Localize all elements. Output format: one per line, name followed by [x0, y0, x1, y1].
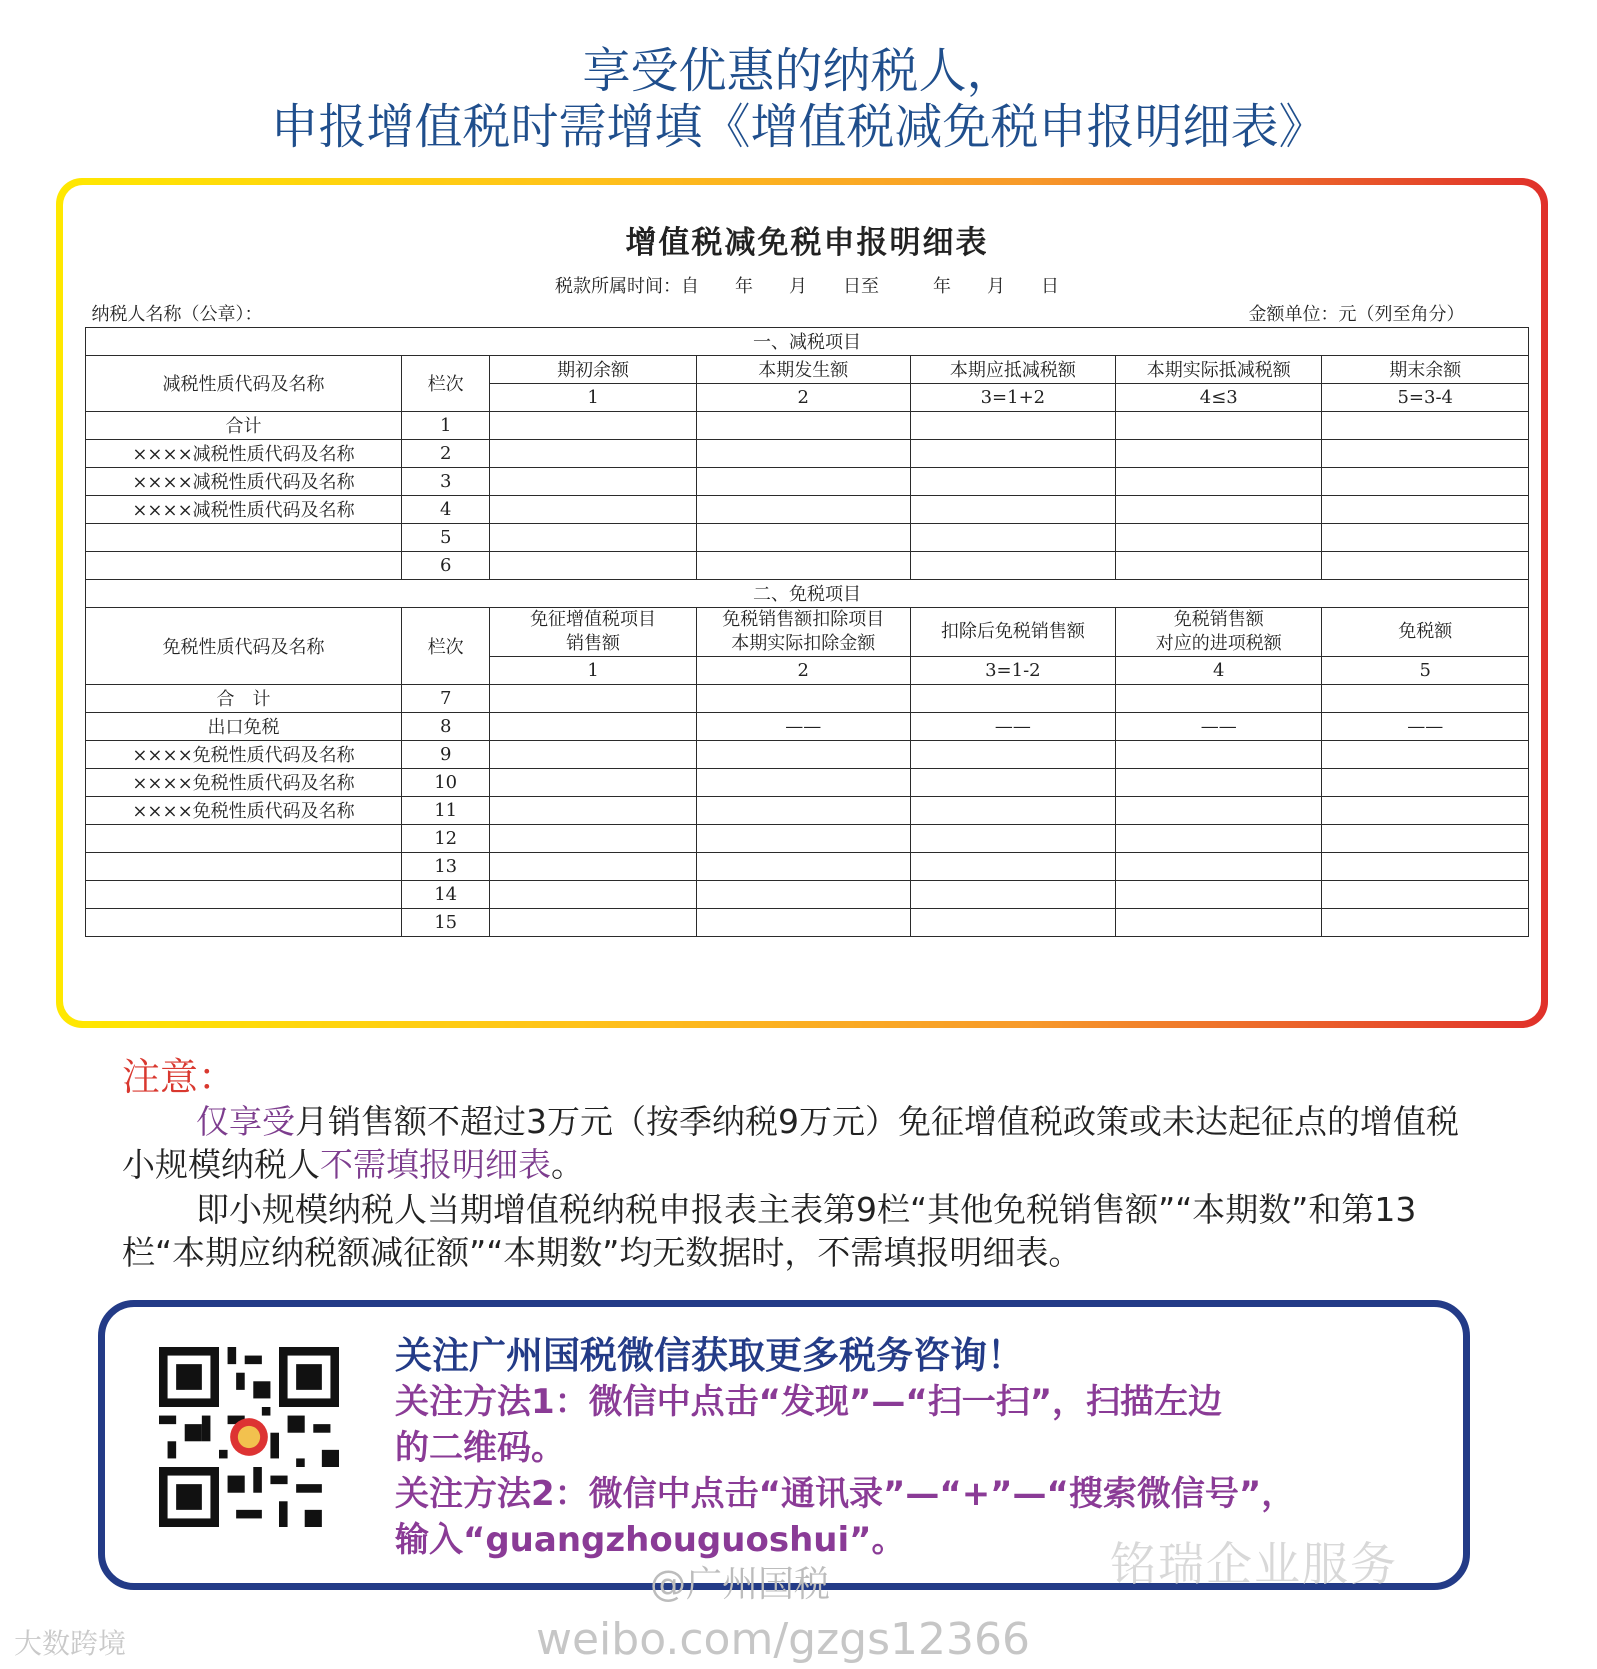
section1-value-cell[interactable]	[1322, 439, 1529, 467]
section1-value-cell[interactable]	[490, 411, 696, 439]
section2-value-cell[interactable]	[1116, 768, 1322, 796]
section2-value-cell[interactable]	[910, 880, 1115, 908]
section1-formula: 1	[490, 383, 696, 411]
watermark-mingrui: 铭瑞企业服务	[1110, 1537, 1398, 1591]
section1-col-line: 栏次	[402, 355, 490, 411]
section1-formula: 2	[696, 383, 910, 411]
section1-value-cell[interactable]	[1116, 439, 1322, 467]
section1-value-cell[interactable]	[910, 467, 1115, 495]
section2-value-cell[interactable]	[910, 824, 1115, 852]
section1-row	[86, 467, 1529, 495]
section1-row-name: ××××减税性质代码及名称	[86, 439, 402, 467]
section2-value-cell[interactable]	[1116, 908, 1322, 936]
section1-value-cell[interactable]	[1116, 411, 1322, 439]
section2-value-cell[interactable]	[1322, 740, 1529, 768]
section1-value-cell[interactable]	[1322, 523, 1529, 551]
watermark-bigdata: 大数跨境	[14, 1627, 127, 1660]
section1-row-line: 5	[402, 523, 490, 551]
section2-row-line: 7	[402, 684, 490, 712]
section2-row	[86, 740, 1529, 768]
section1-row-name: ××××减税性质代码及名称	[86, 467, 402, 495]
section2-value-cell[interactable]	[1322, 880, 1529, 908]
section2-row-name	[86, 852, 402, 880]
section1-value-cell[interactable]	[1322, 467, 1529, 495]
highlight-only-enjoy: 仅享受	[196, 1102, 295, 1141]
section2-formula: 4	[1116, 656, 1322, 684]
section2-value-cell[interactable]: ——	[696, 712, 910, 740]
section2-row	[86, 880, 1529, 908]
section1-col-name: 减税性质代码及名称	[86, 355, 402, 411]
form-frame	[56, 178, 1548, 1028]
section2-value-cell[interactable]	[696, 796, 910, 824]
section2-row-line: 10	[402, 768, 490, 796]
card-line-5: 输入“guangzhouguoshui”。	[395, 1520, 906, 1560]
section2-header: 扣除后免税销售额	[910, 607, 1115, 656]
section1-value-cell[interactable]	[910, 495, 1115, 523]
section1-header: 期初余额	[490, 355, 696, 383]
section1-row-name	[86, 551, 402, 579]
section2-value-cell[interactable]	[696, 824, 910, 852]
section1-value-cell[interactable]	[696, 551, 910, 579]
section2-value-cell[interactable]	[1322, 824, 1529, 852]
section1-header: 期末余额	[1322, 355, 1529, 383]
section2-value-cell[interactable]	[1116, 880, 1322, 908]
section2-row-line: 8	[402, 712, 490, 740]
card-line-1: 关注广州国税微信获取更多税务咨询！	[395, 1334, 1024, 1377]
form-table	[85, 207, 1529, 937]
section2-row	[86, 824, 1529, 852]
section2-row	[86, 796, 1529, 824]
section2-value-cell[interactable]	[696, 908, 910, 936]
section2-row-name	[86, 824, 402, 852]
section1-value-cell[interactable]	[490, 467, 696, 495]
section2-value-cell[interactable]: ——	[1322, 712, 1529, 740]
section2-title: 二、免税项目	[86, 579, 1529, 607]
section1-value-cell[interactable]	[1116, 467, 1322, 495]
section1-row	[86, 495, 1529, 523]
section2-col-name: 免税性质代码及名称	[86, 607, 402, 684]
section1-row-line: 4	[402, 495, 490, 523]
headline-line-2: 申报增值税时需增填《增值税减免税申报明细表》	[270, 99, 1327, 155]
section1-row	[86, 523, 1529, 551]
section1-row-name: 合计	[86, 411, 402, 439]
section1-title: 一、减税项目	[86, 327, 1529, 355]
section1-row-line: 6	[402, 551, 490, 579]
section1-value-cell[interactable]	[1322, 411, 1529, 439]
section2-formula: 1	[490, 656, 696, 684]
section2-value-cell[interactable]	[696, 768, 910, 796]
section1-row-name	[86, 523, 402, 551]
section1-value-cell[interactable]	[490, 523, 696, 551]
section2-row-name	[86, 908, 402, 936]
section2-value-cell[interactable]	[910, 852, 1115, 880]
section1-value-cell[interactable]	[910, 523, 1115, 551]
section2-value-cell[interactable]	[696, 880, 910, 908]
tax-period: 税款所属时间：自 年 月 日至 年 月 日	[555, 276, 1059, 297]
section2-value-cell[interactable]: ——	[1116, 712, 1322, 740]
section2-value-cell[interactable]	[696, 684, 910, 712]
section2-value-cell[interactable]	[1116, 852, 1322, 880]
notice-p2-body: 即小规模纳税人当期增值税纳税申报表主表第9栏“其他免税销售额”“本期数”和第13栏“本期应纳税额减征额”“本期数”均无数据时，不需填报明细表。	[122, 1190, 1417, 1272]
section2-value-cell[interactable]	[490, 824, 696, 852]
section2-value-cell[interactable]: ——	[910, 712, 1115, 740]
watermark-weibo: weibo.com/gzgs12366	[536, 1614, 1030, 1665]
section1-value-cell[interactable]	[910, 411, 1115, 439]
section2-value-cell[interactable]	[1116, 796, 1322, 824]
section2-value-cell[interactable]	[910, 796, 1115, 824]
section2-value-cell[interactable]	[490, 796, 696, 824]
section2-row-name: 出口免税	[86, 712, 402, 740]
section1-value-cell[interactable]	[696, 439, 910, 467]
headline-line-1: 享受优惠的纳税人，	[582, 43, 1015, 99]
qr-code-icon[interactable]	[159, 1347, 339, 1527]
section2-value-cell[interactable]	[1322, 908, 1529, 936]
section2-value-cell[interactable]	[1322, 796, 1529, 824]
section2-row-name: ××××免税性质代码及名称	[86, 796, 402, 824]
section2-row-line: 9	[402, 740, 490, 768]
section2-row-name: ××××免税性质代码及名称	[86, 768, 402, 796]
section1-value-cell[interactable]	[696, 467, 910, 495]
section2-col-line: 栏次	[402, 607, 490, 684]
watermark-gzgs: @广州国税	[650, 1564, 831, 1605]
section2-value-cell[interactable]	[490, 908, 696, 936]
section2-value-cell[interactable]	[1322, 768, 1529, 796]
section2-header: 免税销售额扣除项目 本期实际扣除金额	[696, 607, 910, 656]
section1-row-line: 2	[402, 439, 490, 467]
section2-value-cell[interactable]	[910, 768, 1115, 796]
section2-row-name: 合 计	[86, 684, 402, 712]
section2-row-name: ××××免税性质代码及名称	[86, 740, 402, 768]
section2-row-line: 13	[402, 852, 490, 880]
section2-value-cell[interactable]	[696, 740, 910, 768]
section1-header: 本期发生额	[696, 355, 910, 383]
section1-value-cell[interactable]	[696, 495, 910, 523]
section1-row-name: ××××减税性质代码及名称	[86, 495, 402, 523]
section1-row-line: 3	[402, 467, 490, 495]
section2-row-line: 12	[402, 824, 490, 852]
section1-value-cell[interactable]	[696, 411, 910, 439]
section2-value-cell[interactable]	[490, 712, 696, 740]
section2-formula: 3=1-2	[910, 656, 1115, 684]
section2-value-cell[interactable]	[1116, 824, 1322, 852]
form-title: 增值税减免税申报明细表	[625, 224, 989, 261]
section2-value-cell[interactable]	[490, 852, 696, 880]
section1-row	[86, 411, 1529, 439]
section1-row-line: 1	[402, 411, 490, 439]
section1-value-cell[interactable]	[1322, 551, 1529, 579]
section2-formula: 2	[696, 656, 910, 684]
section2-row	[86, 852, 1529, 880]
section2-header: 免税销售额 对应的进项税额	[1116, 607, 1322, 656]
section2-value-cell[interactable]	[910, 908, 1115, 936]
section2-row	[86, 768, 1529, 796]
section1-value-cell[interactable]	[1116, 495, 1322, 523]
card-line-3: 的二维码。	[395, 1428, 565, 1468]
section1-value-cell[interactable]	[490, 495, 696, 523]
section2-value-cell[interactable]	[696, 852, 910, 880]
section2-row	[86, 712, 1529, 740]
section2-value-cell[interactable]	[490, 768, 696, 796]
section2-value-cell[interactable]	[910, 740, 1115, 768]
section2-value-cell[interactable]	[490, 684, 696, 712]
section2-value-cell[interactable]	[1322, 852, 1529, 880]
notice-p1-body: 月销售额不超过3万元（按季纳税9万元）免征增值税政策或未达起征点的增值税小规模纳税人	[122, 1102, 1459, 1184]
section2-value-cell[interactable]	[1116, 684, 1322, 712]
notice-paragraph-1	[122, 1100, 1482, 1186]
section1-value-cell[interactable]	[1116, 523, 1322, 551]
highlight-no-need: 不需填报明细表	[320, 1145, 551, 1184]
section2-row-line: 15	[402, 908, 490, 936]
declaration-form	[85, 207, 1529, 1000]
section2-header: 免税额	[1322, 607, 1529, 656]
section2-row-line: 11	[402, 796, 490, 824]
section2-value-cell[interactable]	[490, 740, 696, 768]
section1-value-cell[interactable]	[1116, 551, 1322, 579]
amount-unit: 金额单位：元（列至角分）	[1248, 303, 1465, 325]
section2-row-line: 14	[402, 880, 490, 908]
card-line-2: 关注方法1：微信中点击“发现”—“扫一扫”，扫描左边	[395, 1382, 1223, 1422]
section1-formula: 3=1+2	[910, 383, 1115, 411]
section1-header: 本期应抵减税额	[910, 355, 1115, 383]
section1-header: 本期实际抵减税额	[1116, 355, 1322, 383]
section2-row-name	[86, 880, 402, 908]
section1-value-cell[interactable]	[910, 551, 1115, 579]
section2-row	[86, 684, 1529, 712]
section2-value-cell[interactable]	[490, 880, 696, 908]
section1-formula: 5=3-4	[1322, 383, 1529, 411]
section1-value-cell[interactable]	[490, 551, 696, 579]
card-line-4: 关注方法2：微信中点击“通讯录”—“+”—“搜索微信号”，	[395, 1474, 1296, 1514]
section1-value-cell[interactable]	[696, 523, 910, 551]
notice-title: 注意：	[122, 1055, 237, 1099]
section1-value-cell[interactable]	[1322, 495, 1529, 523]
notice-p1-end: 。	[551, 1145, 584, 1184]
section1-value-cell[interactable]	[910, 439, 1115, 467]
section2-formula: 5	[1322, 656, 1529, 684]
section1-row	[86, 551, 1529, 579]
section2-value-cell[interactable]	[1322, 684, 1529, 712]
taxpayer-name-label: 纳税人名称（公章）：	[91, 303, 263, 325]
section2-header: 免征增值税项目 销售额	[490, 607, 696, 656]
notice-paragraph-2	[122, 1188, 1482, 1274]
section2-value-cell[interactable]	[1116, 740, 1322, 768]
section2-value-cell[interactable]	[910, 684, 1115, 712]
section1-row	[86, 439, 1529, 467]
section1-formula: 4≤3	[1116, 383, 1322, 411]
section1-value-cell[interactable]	[490, 439, 696, 467]
section2-row	[86, 908, 1529, 936]
